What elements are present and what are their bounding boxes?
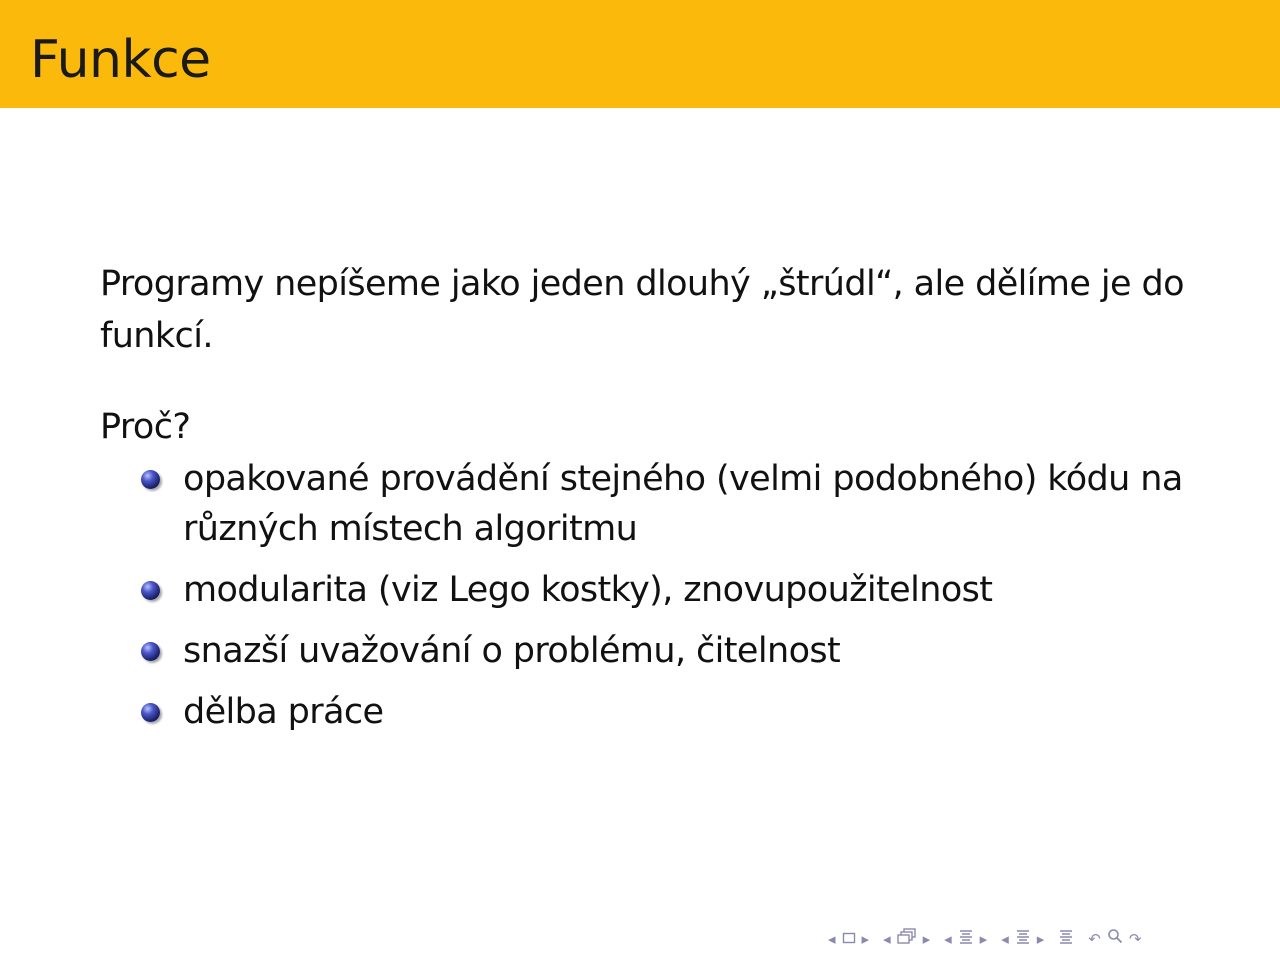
list-item xyxy=(100,565,1200,615)
nav-section-next-icon[interactable]: ▸ xyxy=(979,930,988,948)
nav-section-prev-icon[interactable]: ◂ xyxy=(944,930,952,948)
nav-subsection-icon[interactable] xyxy=(1015,928,1031,950)
slide-title: Funkce xyxy=(30,30,211,90)
list-item xyxy=(100,626,1200,676)
intro-paragraph: Programy nepíšeme jako jeden dlouhý „štrúdl“, ale dělíme je do funkcí. xyxy=(100,264,1184,356)
list-item-text: snazší uvažování o problému, čitelnost xyxy=(183,631,841,671)
question-text: Proč? xyxy=(100,407,191,447)
nav-section-icon[interactable] xyxy=(958,928,974,950)
bullet-icon xyxy=(141,470,160,489)
nav-subsection-next-icon[interactable]: ▸ xyxy=(1036,930,1045,948)
nav-frame-icon[interactable] xyxy=(842,928,856,950)
nav-frame-prev-icon[interactable]: ◂ xyxy=(828,930,836,948)
list-item-text: dělba práce xyxy=(183,692,384,732)
nav-forward-icon[interactable]: ↷ xyxy=(1128,930,1142,948)
list-item xyxy=(100,454,1200,554)
slide-content xyxy=(100,258,1200,748)
bullet-icon xyxy=(141,581,160,600)
nav-subsection-prev-icon[interactable]: ◂ xyxy=(883,930,891,948)
title-bar xyxy=(0,0,1280,108)
nav-frame-next-icon[interactable]: ▸ xyxy=(861,930,870,948)
bullet-list xyxy=(100,454,1200,737)
nav-document-icon[interactable] xyxy=(1058,928,1074,950)
bullet-icon xyxy=(141,642,160,661)
list-item xyxy=(100,687,1200,737)
nav-search-icon[interactable] xyxy=(1107,928,1123,950)
list-item-text: modularita (viz Lego kostky), znovupoužitelnost xyxy=(183,570,993,610)
nav-subsection-icon[interactable] xyxy=(897,928,917,950)
nav-subsection-prev-icon[interactable]: ◂ xyxy=(1001,930,1009,948)
nav-subsection-next-icon[interactable]: ▸ xyxy=(922,930,931,948)
beamer-navigation-bar xyxy=(828,928,1147,950)
bullet-icon xyxy=(141,703,160,722)
list-item-text: opakované provádění stejného (velmi podobného) kódu na různých místech algoritmu xyxy=(183,459,1183,549)
nav-back-icon[interactable]: ↶ xyxy=(1088,930,1101,948)
